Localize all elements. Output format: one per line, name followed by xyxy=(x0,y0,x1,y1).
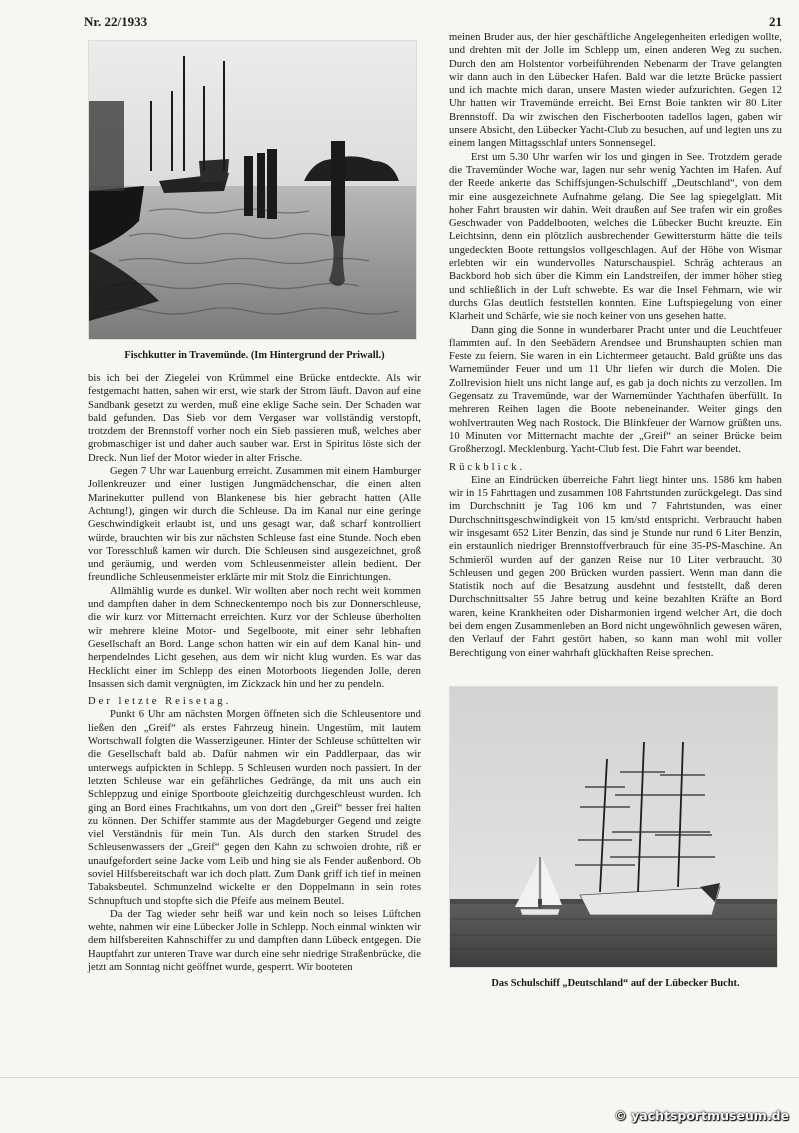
photo-harbor-fishing-cutters-icon xyxy=(88,40,417,340)
section-heading: Rückblick. xyxy=(449,461,526,473)
figure-1-caption: Fischkutter in Travemünde. (Im Hintergrund der Priwall.) xyxy=(124,350,385,361)
paragraph: Erst um 5.30 Uhr warfen wir los und gingen in See. Trotzdem gerade die Travemünder Woche war, lagen nur sehr wenig Yachten im Hafen. Auf der Reede ankerte das Schiffsjungen-Schulschiff „Deutschland“, von dem mir eine ausgezeichnete Aufnahme gelang. Die See lag spiegelglatt. Mit hoher Fahrt brausten wir dahin. Weit draußen auf See trafen wir ein großes Geschwader von Paddelbooten, welches die Lübecker Bucht kreuzte. Ein Leichtsinn, denn ein plötzlich ausbrechender Gewittersturm hätte die teils ungedeckten Boote rettungslos vollgeschlagen. Auf der Höhe von Wismar erlebten wir ein wundervolles Naturschauspiel. Schräg achteraus an Backbord hob sich über die Kimm ein Landstreifen, der immer höher stieg und schließlich in der Luft schwebte. Es war die Insel Fehmarn, wie wir durchs Glas deutlich feststellen konnten. Eine Luftspiegelung von einer Klarheit und Schärfe, wie sie noch keiner von uns gesehen hatte. xyxy=(449,151,782,323)
right-column xyxy=(449,31,782,1000)
paragraph: Da der Tag wieder sehr heiß war und kein noch so leises Lüftchen wehte, nahmen wir eine Lübecker Jolle in Schlepp. Noch einmal winkten wir dem hilfsbereiten Kahnschiffer zu und dampften dann Lübeck entgegen. Die Hauptfahrt zur unteren Trave war durch eine sehr niedrige Straßenbrücke, die jetzt am Sonntag nicht geöffnet wurde, gesperrt. Wir booteten xyxy=(88,908,421,974)
photo-sailing-training-ship-icon xyxy=(449,686,778,968)
paragraph: Punkt 6 Uhr am nächsten Morgen öffneten sich die Schleusentore und ließen den „Greif“ als erstes Fahrzeug hinein. Ungestüm, mit lautem Wortschwall folgten die Wasserzigeuner. Hinter der Schleuse schüttelten wir die Gesellschaft bald ab. Dafür nahmen wir ein Paddlerpaar, das wir unterwegs aufpickten in Schlepp. 5 Schleusen wurden noch passiert. In der letzten Schleuse war ein gefährliches Gedränge, da mit uns auch ein Schleppzug und einige Sportboote gleichzeitig durchgeschleust wurden. Ich ging an Bord eines Frachtkahns, um von dort den „Greif“ besser frei halten zu können. Der Schiffer stammte aus der Magdeburger Gegend und zeigte viel Verständnis für mein Tun. Als durch den starken Strudel des Schleusenwassers der „Greif“ gegen den Kahn zu schwoien drohte, riß er unaufgefordert seine Jacke vom Leib und hing sie als Fender außenbord. Ob soviel Hilfsbereitschaft war ich doch platt. Zum Dank griff ich tief in meinen Tabaksbeutel. Schmunzelnd wickelte er den Doppelmann in sein rotes Schnupftuch und stopfte sich die Pfeife aus meinem Beutel. xyxy=(88,709,421,907)
figure-2-caption: Das Schulschiff „Deutschland“ auf der Lübecker Bucht. xyxy=(491,977,740,989)
page-bottom-edge xyxy=(0,1077,799,1078)
paragraph: bis ich bei der Ziegelei von Krümmel eine Brücke entdeckte. Als wir festgemacht hatten, sahen wir erst, wie stark der Strom läuft. Davon auf eine Sandbank gesetzt zu werden, muß eine eklige Sache sein. Der Schaden war bald gefunden. Das Sieb vor dem Vergaser war vollständig verstopft, trotzdem der Brennstoff vorher noch ein Sieb passieren muß, welches aber grobmaschiger ist und daher auch sauber war. Erst in Spiritus löste sich der Dreck. Nun lief der Motor wieder in alter Frische. xyxy=(88,373,421,464)
page-number: 21 xyxy=(769,14,782,29)
paragraph: Gegen 7 Uhr war Lauenburg erreicht. Zusammen mit einem Hamburger Jollenkreuzer und einer lustigen Jungmädchenschar, die einen alten Marinekutter pullend von Blankenese bis hier gebracht hatten (Alle Achtung!), gingen wir durch die Schleuse. Da im Kanal nur eine geringe Geschwindigkeit erlaubt ist, und uns gesagt war, daß scharf kontrolliert würde, brauchten wir bis zur nächsten Schleuse fast eine Stunde. Noch eben vor Toresschluß kamen wir durch. Die Schleusen sind ausgezeichnet, groß und geräumig, und werden vom Schleusenmeister allein bedient. Der freundliche Schleusenmeister erklärte mir mit Stolz die Einrichtungen. xyxy=(88,466,421,584)
left-column xyxy=(88,40,421,974)
paragraph: Eine an Eindrücken überreiche Fahrt liegt hinter uns. 1586 km haben wir in 15 Fahrttagen und zusammen 108 Fahrtstunden zurückgelegt. Das sind im Durchschnitt je Tag 106 km und 7 Fahrtstunden, was einer Durchschnittsgeschwindigkeit von 15 km/std entspricht. Verbraucht haben wir insgesamt 652 Liter Benzin, das sind je Stunde nur rund 6 Liter Benzin, ein erstaunlich niedriger Brennstoffverbrauch für eine 35-PS-Maschine. An Schmieröl wurden auf der ganzen Reise nur 10 Liter verbraucht. 30 Schleusen und gegen 200 Brücken wurden passiert. Wenn man dann die Statistik noch auf die Besatzung ausdehnt und feststellt, daß deren Durchschnittsalter 55 Jahre betrug und keine bezahlten Kräfte an Bord waren, keine Krankheiten oder Disharmonien irgend welcher Art, die doch bei dem engen Zusammenleben an Bord nicht ungewöhnlich gewesen wären, den Verlauf der Fahrt gestört haben, so kann man wohl mit voller Berechtigung von einer wahrhaft glückhaften Reise sprechen. xyxy=(449,474,782,659)
issue-number: Nr. 22/1933 xyxy=(84,14,148,29)
section-heading: Der letzte Reisetag. xyxy=(88,696,232,708)
paragraph: Dann ging die Sonne in wunderbarer Pracht unter und die Leuchtfeuer flammten auf. In den Seebädern Arendsee und Brunshaupten schien man Feste zu feiern. Sie waren in ein Lichtermeer getaucht. Bald grüßte uns das Warnemünder Feuer und um 11 Uhr liefen wir durch die Molen. Die Zollrevision hielt uns nicht lange auf, es gab ja doch nichts zu verzollen. Im Gegensatz zu Travemünde, war der Warnemünder Yachthafen überfüllt. In mehreren Reihen lagen die Boote nebeneinander. Weiter gings den wohlvertrauten Weg nach Rostock. Die Blinkfeuer der Warnow grüßten uns. 10 Minuten vor Mitternacht machte der „Greif“ an seiner Brücke beim Großherzogl. Mecklenburg. Yacht-Club fest. Die Fahrt war beendet. xyxy=(449,324,782,456)
watermark: © yachtsportmuseum.de xyxy=(614,1108,789,1123)
paragraph: meinen Bruder aus, der hier geschäftliche Angelegenheiten erledigen wollte, und drehten mit der Jolle im Schlepp um, einen anderen Weg zu suchen. Durch den am Holstentor vorbeiführenden Nebenarm der Trave gelangten wir dann auch in den Lübecker Hafen. Bald war die letzte Brücke passiert und ich machte mich daran, unsere Masten wieder aufzurichten. Gegen 12 Uhr hatten wir Travemünde erreicht. Bei Ernst Boie tankten wir 80 Liter Brennstoff. Da wir zwischen den Fischerbooten tadellos lagen, gaben wir unsere Absicht, den Lübecker Yacht-Club zu besuchen, auf und legten uns zu einem langen Mittagsschlaf unters Sonnensegel. xyxy=(449,32,782,150)
paragraph: Allmählig wurde es dunkel. Wir wollten aber noch recht weit kommen und dampften daher in dem Schneckentempo noch bis zur Donnerschleuse, die wir kurz vor Mitternacht erreichten. Kurz vor der Schleuse überholten wir mehrere kleine Motor- und Segelboote, mit einer sehr lebhaften Gesellschaft an Bord. Lange schon hatten wir ein auf dem Kanal hin- und herpendelndes Licht gesehen, aus dem wir nicht klug wurden. Es war das Hecklicht einer im Schlepp des einen Motorboots liegenden Jolle, deren Insassen sich damit vergnügten, im Zickzack hin und her zu pendeln. xyxy=(88,585,421,690)
